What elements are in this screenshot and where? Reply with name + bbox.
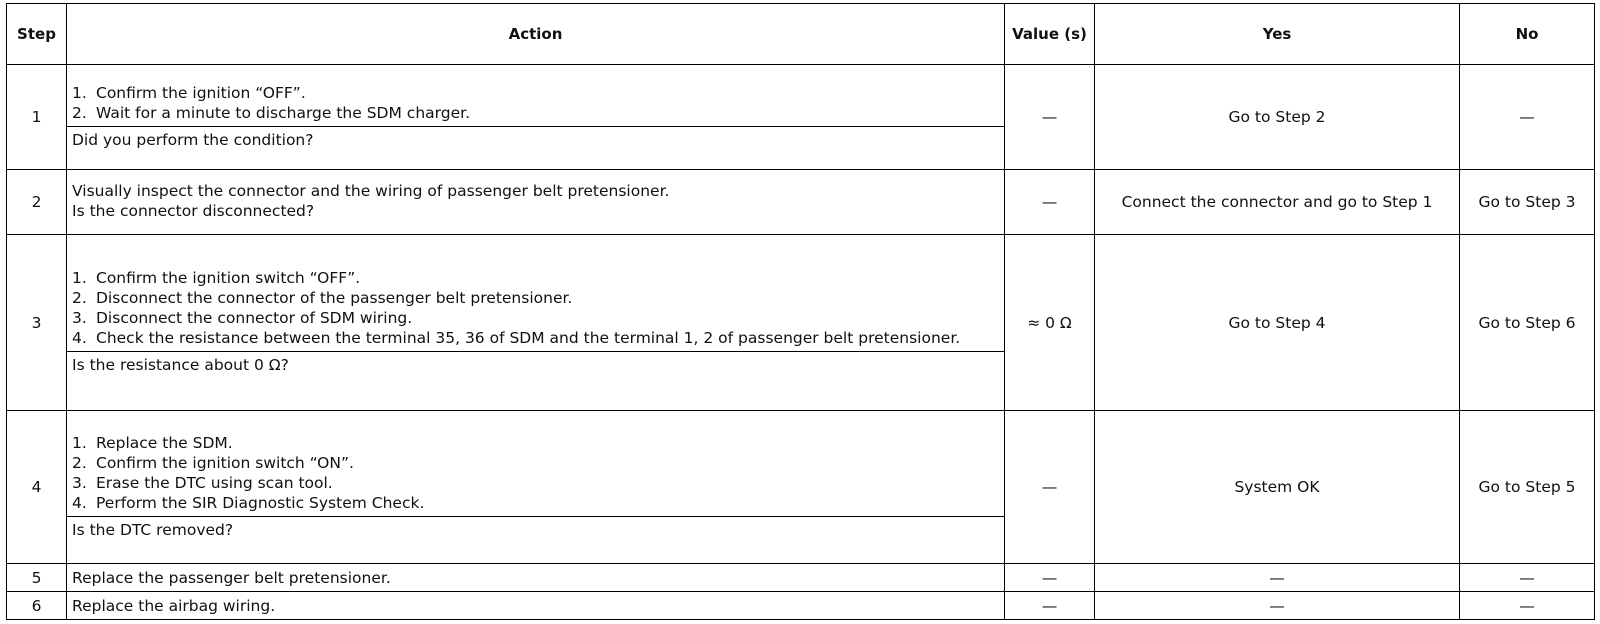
action-question: Did you perform the condition? <box>67 126 1004 152</box>
table-row <box>7 592 1595 620</box>
step-number: 5 <box>7 564 67 592</box>
action-line: 3. Disconnect the connector of SDM wiring. <box>72 309 413 328</box>
step-number: 2 <box>7 170 67 235</box>
action-line: 4. Check the resistance between the terminal 35, 36 of SDM and the terminal 1, 2 of passenger belt pretensioner. <box>72 329 961 348</box>
action-cell <box>67 65 1005 170</box>
yes-cell: Connect the connector and go to Step 1 <box>1095 170 1460 235</box>
table-row <box>7 234 1595 410</box>
action-cell <box>67 411 1005 564</box>
step-number: 6 <box>7 592 67 620</box>
value-cell: — <box>1005 65 1095 170</box>
yes-cell: Go to Step 4 <box>1095 234 1460 410</box>
no-cell: Go to Step 5 <box>1460 411 1595 564</box>
action-cell <box>67 234 1005 410</box>
action-cell: Replace the passenger belt pretensioner. <box>67 564 1005 592</box>
value-cell: — <box>1005 592 1095 620</box>
action-text: Visually inspect the connector and the wiring of passenger belt pretensioner. <box>72 182 670 201</box>
no-cell: — <box>1460 564 1595 592</box>
header-step: Step <box>7 4 67 65</box>
step-number: 1 <box>7 65 67 170</box>
action-question: Is the connector disconnected? <box>72 202 315 221</box>
action-question: Is the resistance about 0 Ω? <box>67 351 1004 377</box>
value-cell: — <box>1005 411 1095 564</box>
value-cell: — <box>1005 564 1095 592</box>
yes-cell: — <box>1095 564 1460 592</box>
table-row <box>7 564 1595 592</box>
diagnostic-table <box>6 3 1595 620</box>
header-action: Action <box>67 4 1005 65</box>
table-row <box>7 411 1595 564</box>
action-question: Is the DTC removed? <box>67 516 1004 542</box>
table-row <box>7 170 1595 235</box>
action-line: 2. Confirm the ignition switch “ON”. <box>72 453 354 472</box>
value-cell: — <box>1005 170 1095 235</box>
yes-cell: Go to Step 2 <box>1095 65 1460 170</box>
no-cell: Go to Step 6 <box>1460 234 1595 410</box>
table-row <box>7 65 1595 170</box>
action-line: 2. Disconnect the connector of the passenger belt pretensioner. <box>72 289 573 308</box>
no-cell: Go to Step 3 <box>1460 170 1595 235</box>
header-yes: Yes <box>1095 4 1460 65</box>
no-cell: — <box>1460 592 1595 620</box>
action-cell <box>67 170 1005 235</box>
yes-cell: — <box>1095 592 1460 620</box>
step-number: 3 <box>7 234 67 410</box>
yes-cell: System OK <box>1095 411 1460 564</box>
action-line: 1. Replace the SDM. <box>72 433 233 452</box>
no-cell: — <box>1460 65 1595 170</box>
action-line: 4. Perform the SIR Diagnostic System Check. <box>72 493 425 512</box>
action-line: 1. Confirm the ignition “OFF”. <box>72 83 306 102</box>
header-value: Value (s) <box>1005 4 1095 65</box>
action-cell: Replace the airbag wiring. <box>67 592 1005 620</box>
header-row <box>7 4 1595 65</box>
action-line: 2. Wait for a minute to discharge the SDM charger. <box>72 103 470 122</box>
header-no: No <box>1460 4 1595 65</box>
action-line: 3. Erase the DTC using scan tool. <box>72 473 333 492</box>
action-line: 1. Confirm the ignition switch “OFF”. <box>72 269 361 288</box>
step-number: 4 <box>7 411 67 564</box>
value-cell: ≈ 0 Ω <box>1005 234 1095 410</box>
